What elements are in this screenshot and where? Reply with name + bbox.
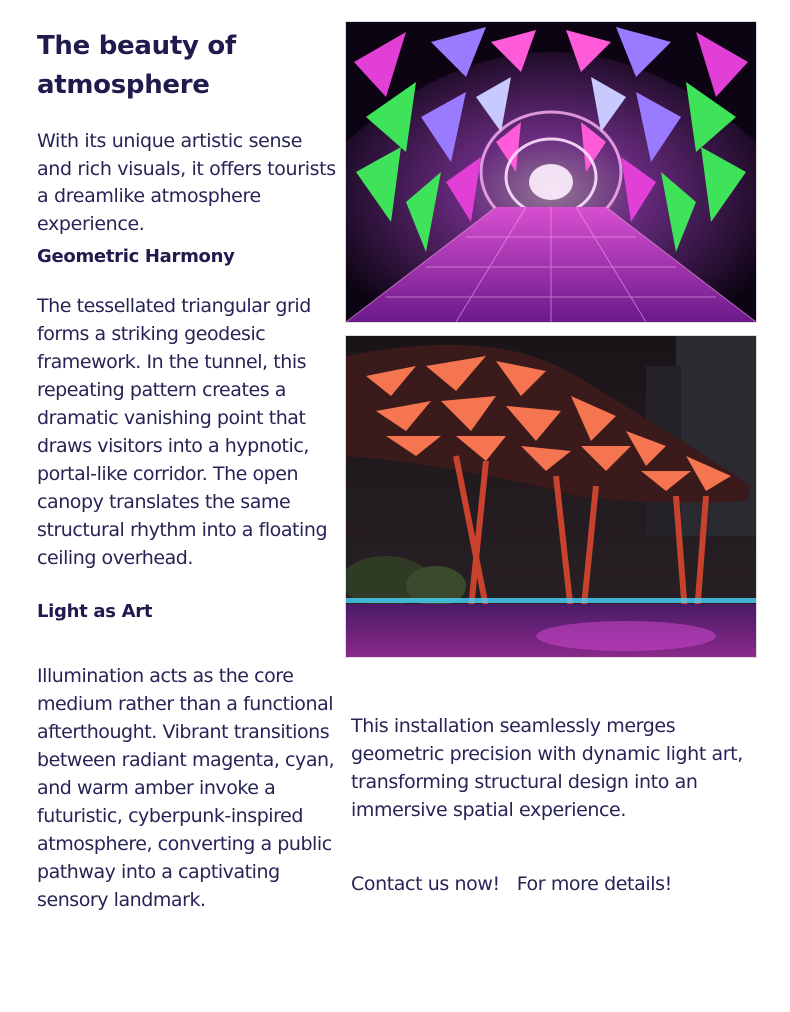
section-heading-light-as-art: Light as Art: [37, 601, 153, 622]
tunnel-photo: [345, 21, 757, 323]
page-title: The beauty of atmosphere: [37, 31, 236, 100]
section-body-light-as-art: Illumination acts as the core medium rather than a functional afterthought. Vibrant transitions between radiant magenta, cyan, and warm amber invoke a futuristic, cyberpunk-inspired atmosphere, converting a public pathway into a captivating sensory landmark.: [37, 665, 335, 911]
tunnel-illustration: [346, 22, 756, 322]
section-body-geometric-harmony: The tessellated triangular grid forms a striking geodesic framework. In the tunnel, this repeating pattern creates a dramatic vanishing point that draws visitors into a hypnotic, portal-like corridor. The open canopy translates the same structural rhythm into a floating ceiling overhead.: [37, 295, 328, 569]
section-heading-geometric-harmony: Geometric Harmony: [37, 246, 235, 267]
contact-link[interactable]: Contact us now!: [351, 873, 500, 895]
details-link[interactable]: For more details!: [516, 873, 672, 895]
contact-line: [351, 870, 756, 898]
canopy-illustration: [346, 336, 756, 657]
intro-paragraph: With its unique artistic sense and rich visuals, it offers tourists a dreamlike atmosphere experience.: [37, 130, 336, 235]
summary-paragraph: This installation seamlessly merges geometric precision with dynamic light art, transforming structural design into an immersive spatial experience.: [351, 715, 743, 821]
canopy-photo: [345, 335, 757, 658]
